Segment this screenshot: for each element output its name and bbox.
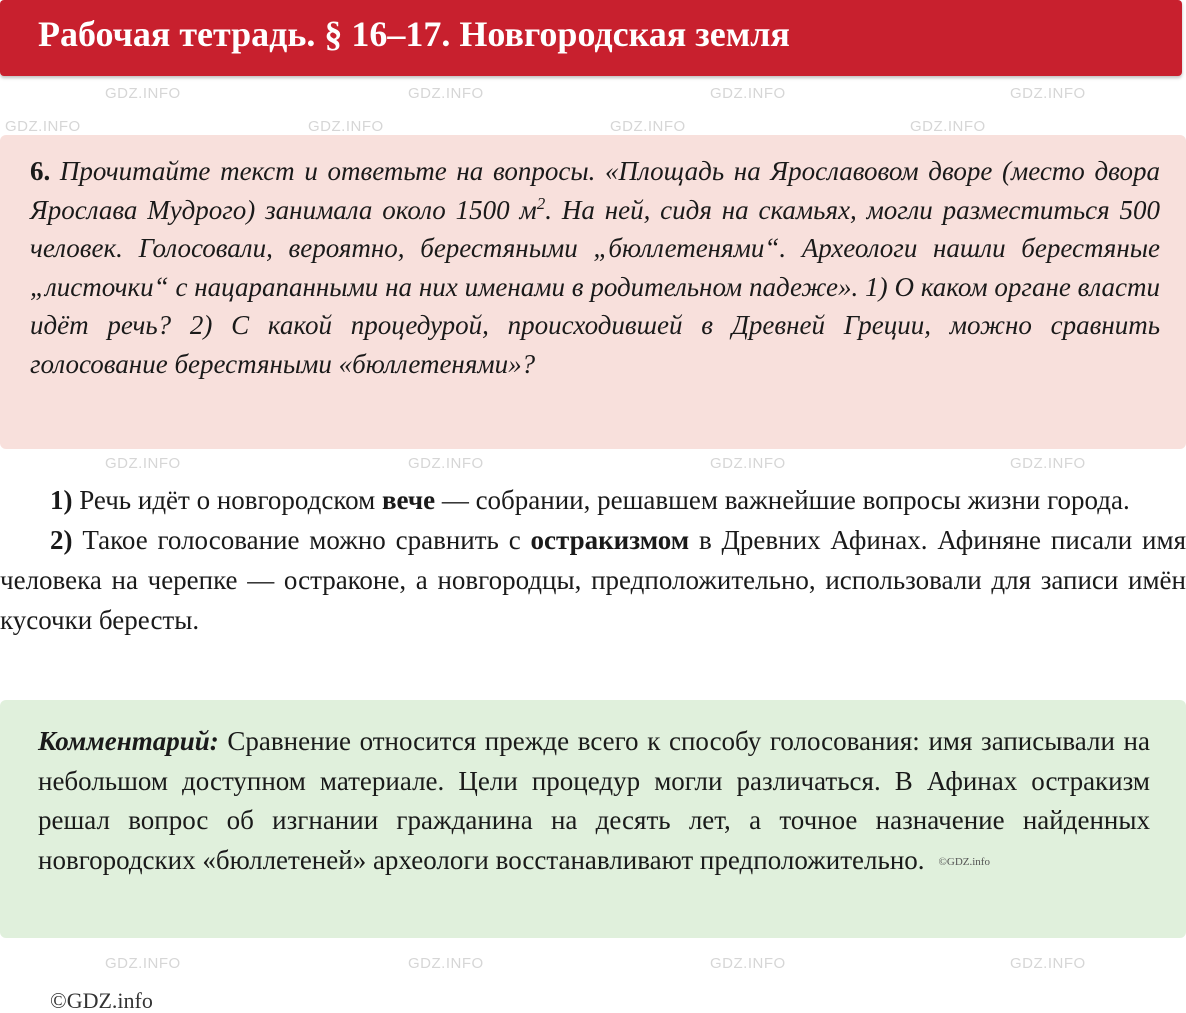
watermark: GDZ.INFO	[105, 85, 181, 102]
answer-2-post: в Древних Афинах. Афиняне писали имя человека на черепке — остраконе, а новгородцы, предположительно, использовали для записи имён кусочки бересты.	[0, 525, 1186, 635]
answer-1-pre: Речь идёт о новгородском	[72, 485, 382, 515]
watermark: GDZ.INFO	[308, 118, 384, 135]
answer-1-post: — собрании, решавшем важнейшие вопросы жизни города.	[435, 485, 1130, 515]
watermark: GDZ.INFO	[408, 955, 484, 972]
watermark: GDZ.INFO	[105, 955, 181, 972]
watermark: GDZ.INFO	[5, 118, 81, 135]
watermark: GDZ.INFO	[610, 118, 686, 135]
task-text-part1: Прочитайте текст и ответьте на вопросы. «Площадь на Ярославовом дворе (место двора Ярослава Мудрого) занимала около 1500 м	[30, 156, 1160, 225]
watermark: GDZ.INFO	[910, 118, 986, 135]
comment-copyright: ©GDZ.info	[938, 855, 990, 868]
watermark: GDZ.INFO	[408, 455, 484, 472]
footer-copyright: ©GDZ.info	[50, 988, 153, 1013]
answer-2-pre: Такое голосование можно сравнить с	[72, 525, 531, 555]
watermark: GDZ.INFO	[1010, 85, 1086, 102]
watermark: GDZ.INFO	[1010, 455, 1086, 472]
answer-paragraph-2	[0, 520, 1186, 640]
watermark: GDZ.INFO	[710, 955, 786, 972]
page-header	[0, 0, 1182, 76]
answer-paragraph-1	[0, 480, 1186, 520]
watermark: GDZ.INFO	[408, 85, 484, 102]
task-text-part2: . На ней, сидя на скамьях, могли разместиться 500 человек. Голосовали, вероятно, берестяными „бюллетенями“. Археологи нашли берестяные „листочки“ с нацарапанными на них именами в родительном падеже». 1) О каком органе власти идёт речь? 2) С какой процедурой, происходившей в Древней Греции, можно сравнить голосование берестяными «бюллетенями»?	[30, 194, 1160, 379]
comment-body: Сравнение относится прежде всего к способу голосования: имя записывали на небольшом доступном материале. Цели процедур могли различаться. В Афинах остракизм решал вопрос об изгнании гражданина на десять лет, а точное назначение найденных новгородских «бюллетеней» археологи восстанавливают предположительно.	[38, 726, 1150, 875]
watermark: GDZ.INFO	[710, 85, 786, 102]
task-text	[30, 152, 1160, 383]
watermark: GDZ.INFO	[1010, 955, 1086, 972]
comment-text	[38, 722, 1150, 882]
task-superscript: 2	[536, 193, 546, 213]
comment-label: Комментарий:	[38, 726, 219, 756]
page-title: Рабочая тетрадь. § 16–17. Новгородская земля	[38, 14, 790, 54]
watermark: GDZ.INFO	[105, 455, 181, 472]
task-number: 6.	[30, 156, 51, 186]
answer-section	[0, 480, 1186, 640]
answer-2-number: 2)	[50, 525, 73, 555]
answer-1-number: 1)	[50, 485, 73, 515]
answer-1-term: вече	[381, 485, 436, 515]
watermark: GDZ.INFO	[710, 455, 786, 472]
answer-2-term: остракизмом	[530, 525, 690, 555]
